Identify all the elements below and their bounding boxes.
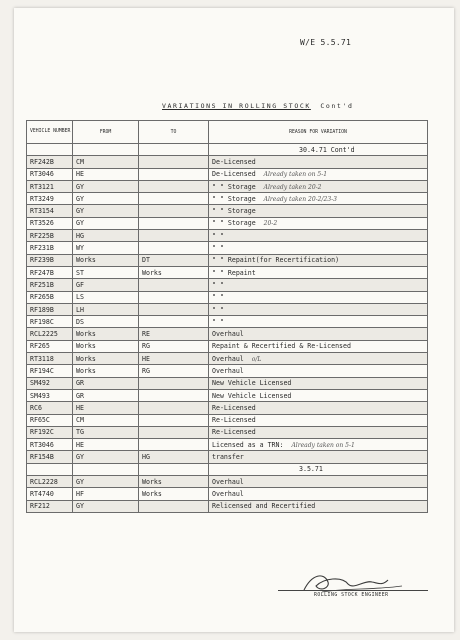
to-cell xyxy=(139,205,209,217)
table-row xyxy=(27,451,428,463)
handwritten-note: Already taken 20-2 xyxy=(263,183,322,191)
reason-text: Repaint & Recertified & Re-Licensed xyxy=(212,342,351,351)
column-header-from: FROM xyxy=(73,121,139,144)
to-cell xyxy=(139,193,209,205)
reason-cell xyxy=(209,365,428,377)
to-cell: HG xyxy=(139,451,209,463)
reason-cell xyxy=(209,180,428,192)
table-row xyxy=(27,328,428,340)
reason-text: Overhaul xyxy=(212,477,244,486)
table-row xyxy=(27,476,428,488)
from-cell: Works xyxy=(73,353,139,365)
vehicle-cell: RF194C xyxy=(27,365,73,377)
to-cell xyxy=(139,156,209,168)
reason-cell xyxy=(209,389,428,401)
vehicle-cell: RF154B xyxy=(27,451,73,463)
from-cell: TG xyxy=(73,426,139,438)
table-row xyxy=(27,205,428,217)
vehicle-cell xyxy=(27,144,73,156)
vehicle-cell: RT3526 xyxy=(27,217,73,229)
reason-text: " " Storage xyxy=(212,207,256,216)
vehicle-cell: RF242B xyxy=(27,156,73,168)
reason-cell xyxy=(209,316,428,328)
to-cell: RG xyxy=(139,365,209,377)
to-cell xyxy=(139,242,209,254)
vehicle-cell: RT3249 xyxy=(27,193,73,205)
vehicle-cell: SM492 xyxy=(27,377,73,389)
to-cell: HE xyxy=(139,353,209,365)
table-row xyxy=(27,439,428,451)
table-row xyxy=(27,266,428,278)
reason-text: De-Licensed xyxy=(212,157,256,166)
reason-cell xyxy=(209,254,428,266)
table-row xyxy=(27,217,428,229)
reason-text: " " Storage xyxy=(212,194,256,203)
reason-text: transfer xyxy=(212,453,244,462)
from-cell: GF xyxy=(73,279,139,291)
from-cell: GY xyxy=(73,180,139,192)
to-cell xyxy=(139,230,209,242)
reason-text: Overhaul xyxy=(212,489,244,498)
table-row xyxy=(27,242,428,254)
from-cell: GY xyxy=(73,205,139,217)
reason-cell xyxy=(209,414,428,426)
reason-cell xyxy=(209,500,428,512)
handwritten-note: 20-2 xyxy=(263,220,278,228)
to-cell xyxy=(139,144,209,156)
from-cell: Works xyxy=(73,365,139,377)
vehicle-cell: RT3046 xyxy=(27,168,73,180)
from-cell: ST xyxy=(73,266,139,278)
table-row xyxy=(27,291,428,303)
from-cell: LH xyxy=(73,303,139,315)
vehicle-cell: RT3046 xyxy=(27,439,73,451)
to-cell xyxy=(139,463,209,475)
from-cell: Works xyxy=(73,340,139,352)
reason-text: " " xyxy=(212,305,224,314)
vehicle-cell: RF265B xyxy=(27,291,73,303)
from-cell: CM xyxy=(73,414,139,426)
vehicle-cell: RF265 xyxy=(27,340,73,352)
table-row xyxy=(27,365,428,377)
variations-table xyxy=(26,120,428,513)
to-cell xyxy=(139,402,209,414)
to-cell xyxy=(139,414,209,426)
vehicle-cell: RC6 xyxy=(27,402,73,414)
vehicle-cell: RT3154 xyxy=(27,205,73,217)
reason-text: " " xyxy=(212,231,224,240)
vehicle-cell: RF65C xyxy=(27,414,73,426)
reason-text: " " xyxy=(212,317,224,326)
date-cell: 3.5.71 xyxy=(209,463,428,475)
from-cell: Works xyxy=(73,254,139,266)
vehicle-cell: RF247B xyxy=(27,266,73,278)
table-header-row xyxy=(27,121,428,144)
title-main: VARIATIONS IN ROLLING STOCK xyxy=(162,102,311,110)
from-cell xyxy=(73,463,139,475)
to-cell xyxy=(139,439,209,451)
vehicle-cell: RT4740 xyxy=(27,488,73,500)
from-cell: HG xyxy=(73,230,139,242)
reason-cell xyxy=(209,488,428,500)
document-title xyxy=(162,102,353,110)
table-row xyxy=(27,340,428,352)
vehicle-cell: RF198C xyxy=(27,316,73,328)
from-cell: HE xyxy=(73,439,139,451)
vehicle-cell: RF225B xyxy=(27,230,73,242)
table-row xyxy=(27,316,428,328)
reason-cell xyxy=(209,217,428,229)
to-cell xyxy=(139,180,209,192)
to-cell xyxy=(139,377,209,389)
date-row xyxy=(27,144,428,156)
vehicle-cell: RF251B xyxy=(27,279,73,291)
vehicle-cell: RF192C xyxy=(27,426,73,438)
reason-text: Licensed as a TRN: xyxy=(212,440,284,449)
vehicle-cell: RF231B xyxy=(27,242,73,254)
date-cell: 30.4.71 Cont'd xyxy=(209,144,428,156)
table-row xyxy=(27,230,428,242)
handwritten-note: Already taken 20-2/23-3 xyxy=(263,195,337,203)
from-cell: GY xyxy=(73,217,139,229)
from-cell: GR xyxy=(73,377,139,389)
reason-text: " " Storage xyxy=(212,219,256,228)
to-cell xyxy=(139,316,209,328)
from-cell: HE xyxy=(73,168,139,180)
from-cell: WY xyxy=(73,242,139,254)
table-row xyxy=(27,402,428,414)
reason-text: Overhaul xyxy=(212,354,244,363)
table-row xyxy=(27,426,428,438)
date-row xyxy=(27,463,428,475)
to-cell xyxy=(139,291,209,303)
to-cell xyxy=(139,426,209,438)
reason-text: " " Repaint(for Recertification) xyxy=(212,256,340,265)
reason-cell xyxy=(209,242,428,254)
vehicle-cell: SM493 xyxy=(27,389,73,401)
week-ending-date: W/E 5.5.71 xyxy=(300,38,352,47)
reason-cell xyxy=(209,279,428,291)
reason-text: " " Repaint xyxy=(212,268,256,277)
to-cell: Works xyxy=(139,476,209,488)
to-cell: RG xyxy=(139,340,209,352)
table-row xyxy=(27,414,428,426)
table-row xyxy=(27,156,428,168)
table-row xyxy=(27,377,428,389)
reason-text: Relicensed and Recertified xyxy=(212,502,316,511)
reason-text: Overhaul xyxy=(212,330,244,339)
table-row xyxy=(27,389,428,401)
signature-line xyxy=(278,590,428,591)
reason-text: " " xyxy=(212,293,224,302)
from-cell: HE xyxy=(73,402,139,414)
reason-text: Re-Licensed xyxy=(212,403,256,412)
reason-cell xyxy=(209,353,428,365)
reason-text: Overhaul xyxy=(212,366,244,375)
reason-text: " " xyxy=(212,280,224,289)
reason-cell xyxy=(209,193,428,205)
vehicle-cell: RT3118 xyxy=(27,353,73,365)
reason-text: De-Licensed xyxy=(212,170,256,179)
reason-text: Re-Licensed xyxy=(212,428,256,437)
reason-cell xyxy=(209,439,428,451)
from-cell: CM xyxy=(73,156,139,168)
from-cell: Works xyxy=(73,328,139,340)
reason-cell xyxy=(209,340,428,352)
reason-cell xyxy=(209,303,428,315)
to-cell xyxy=(139,303,209,315)
reason-cell xyxy=(209,291,428,303)
to-cell xyxy=(139,500,209,512)
to-cell xyxy=(139,217,209,229)
from-cell xyxy=(73,144,139,156)
vehicle-cell: RF212 xyxy=(27,500,73,512)
reason-cell xyxy=(209,377,428,389)
column-header-reason: REASON FOR VARIATION xyxy=(209,121,428,144)
to-cell: Works xyxy=(139,266,209,278)
from-cell: GY xyxy=(73,451,139,463)
table-body xyxy=(27,144,428,513)
to-cell: DT xyxy=(139,254,209,266)
table-row xyxy=(27,488,428,500)
from-cell: GY xyxy=(73,476,139,488)
signature-caption: ROLLING STOCK ENGINEER xyxy=(314,593,389,598)
title-suffix: Cont'd xyxy=(320,102,354,110)
reason-cell xyxy=(209,402,428,414)
table-row xyxy=(27,254,428,266)
handwritten-note: o/L xyxy=(251,355,262,363)
table-row xyxy=(27,353,428,365)
reason-cell xyxy=(209,230,428,242)
vehicle-cell: RCL2225 xyxy=(27,328,73,340)
column-header-to: TO xyxy=(139,121,209,144)
from-cell: DS xyxy=(73,316,139,328)
reason-text: " " Storage xyxy=(212,182,256,191)
reason-cell xyxy=(209,328,428,340)
from-cell: GR xyxy=(73,389,139,401)
column-header-vehicle: VEHICLE NUMBER xyxy=(27,121,73,144)
to-cell: Works xyxy=(139,488,209,500)
from-cell: HF xyxy=(73,488,139,500)
reason-cell xyxy=(209,168,428,180)
vehicle-cell: RT3121 xyxy=(27,180,73,192)
reason-text: New Vehicle Licensed xyxy=(212,391,292,400)
vehicle-cell: RF239B xyxy=(27,254,73,266)
to-cell xyxy=(139,168,209,180)
vehicle-cell: RF189B xyxy=(27,303,73,315)
reason-cell xyxy=(209,266,428,278)
table-row xyxy=(27,303,428,315)
vehicle-cell: RCL2228 xyxy=(27,476,73,488)
vehicle-cell xyxy=(27,463,73,475)
reason-cell xyxy=(209,426,428,438)
reason-text: New Vehicle Licensed xyxy=(212,379,292,388)
table-row xyxy=(27,279,428,291)
from-cell: GY xyxy=(73,500,139,512)
to-cell xyxy=(139,389,209,401)
table-row xyxy=(27,193,428,205)
reason-cell xyxy=(209,476,428,488)
reason-cell xyxy=(209,451,428,463)
handwritten-note: Already taken on 5-1 xyxy=(263,171,328,179)
table-row xyxy=(27,180,428,192)
table-row xyxy=(27,168,428,180)
from-cell: GY xyxy=(73,193,139,205)
from-cell: LS xyxy=(73,291,139,303)
to-cell xyxy=(139,279,209,291)
reason-text: Re-Licensed xyxy=(212,416,256,425)
handwritten-note: Already taken on 5-1 xyxy=(291,441,355,449)
reason-text: " " xyxy=(212,244,224,253)
table-row xyxy=(27,500,428,512)
reason-cell xyxy=(209,156,428,168)
reason-cell xyxy=(209,205,428,217)
document-page xyxy=(14,8,454,632)
to-cell: RE xyxy=(139,328,209,340)
